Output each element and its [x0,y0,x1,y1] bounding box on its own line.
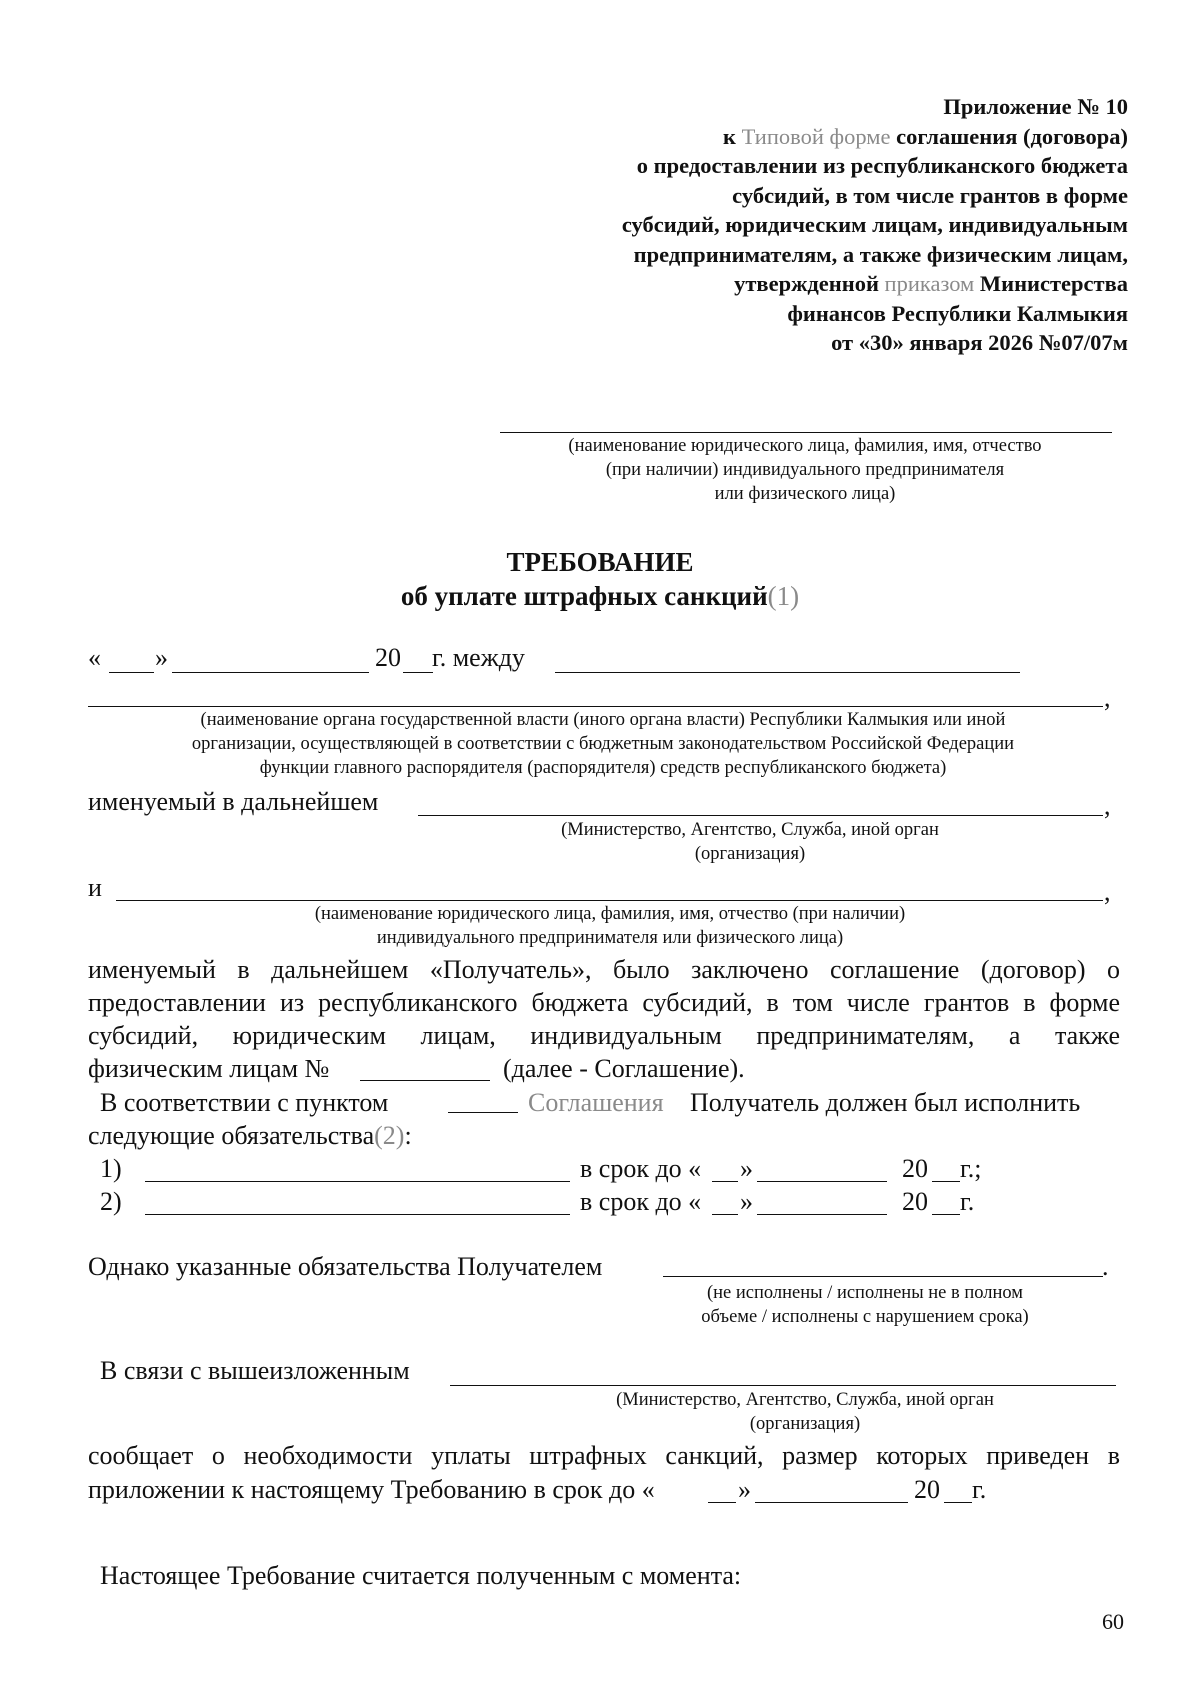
header-line-7-post: Министерства [974,271,1128,296]
named-as-blank[interactable] [418,815,1103,816]
recipient-caption-line-3: или физического лица) [714,484,896,504]
recipient-caption [480,434,1130,506]
obligation-deadline-label: в срок до « [580,1154,702,1183]
and-party-label: и [88,873,102,902]
header-line-1: Приложение № 10 [943,94,1128,119]
obligation-number: 2) [100,1187,122,1216]
body-p2-pre: В соответствии с пунктом [100,1088,389,1117]
header-block [622,92,1128,358]
however-status-blank[interactable] [663,1276,1103,1277]
notice-year-prefix: 20 [914,1475,940,1504]
obligation-month-blank[interactable] [757,1214,887,1215]
notice-suffix: г. [972,1475,987,1504]
date-year-prefix: 20 [375,643,401,672]
body-p2-colon: : [404,1121,412,1150]
order-link[interactable]: приказом [884,271,975,296]
and-party-comma: , [1104,877,1111,906]
date-month-blank[interactable] [172,672,369,673]
obligation-close-quote: » [740,1154,753,1183]
in-connection-caption-line-2: (организация) [749,1414,861,1434]
obligation-year-prefix: 20 [902,1187,928,1216]
header-line-7 [622,269,1128,299]
header-line-3: о предоставлении из республиканского бюджета [636,153,1128,178]
named-as-label: именуемый в дальнейшем [88,787,379,816]
in-connection-caption [500,1388,1110,1436]
body-p1-line-3: субсидий, юридическим лицам, индивидуальным предпринимателям, а также [88,1021,1120,1050]
header-line-2-post: соглашения (договора) [890,123,1128,149]
notice-close-quote: » [738,1475,751,1504]
typical-form-link[interactable]: Типовой форме [741,123,891,149]
authority-name-blank[interactable] [88,706,1103,707]
obligation-suffix: г.; [960,1154,982,1183]
agreement-link[interactable]: Соглашения [528,1088,664,1117]
body-p1-line-1: именуемый в дальнейшем «Получатель», было заключено соглашение (договор) о [88,955,1120,984]
named-as-caption [470,818,1030,866]
obligation-number: 1) [100,1154,122,1183]
obligation-close-quote: » [740,1187,753,1216]
body-p2-post: Получатель должен был исполнить [690,1088,1081,1117]
date-day-blank[interactable] [109,672,154,673]
footnote-ref-1[interactable]: (1) [767,581,800,611]
and-party-caption-line-1: (наименование юридического лица, фамилия, имя, отчество (при наличии) [314,904,906,924]
date-open-quote: « [88,643,101,672]
authority-caption [88,708,1118,780]
date-year-blank[interactable] [403,672,433,673]
recipient-caption-line-1: (наименование юридического лица, фамилия, имя, отчество [568,436,1042,456]
authority-caption-line-3: функции главного распорядителя (распорядителя) средств республиканского бюджета) [259,758,947,778]
named-as-caption-line-2: (организация) [694,844,806,864]
however-label: Однако указанные обязательства Получателем [88,1252,603,1281]
between-party-blank[interactable] [555,672,1020,673]
header-line-4: субсидий, в том числе грантов в форме [732,182,1128,208]
however-caption-line-2: объеме / исполнены с нарушением срока) [701,1307,1029,1327]
final-text: Настоящее Требование считается полученным с момента: [100,1561,742,1590]
notice-month-blank[interactable] [755,1502,908,1503]
footnote-ref-2[interactable]: (2) [374,1121,405,1150]
body-p1-line-4-pre: физическим лицам № [88,1054,330,1083]
however-caption-line-1: (не исполнены / исполнены не в полном [706,1283,1024,1303]
header-line-2-pre: к [723,123,742,149]
header-line-6: предпринимателям, а также физическим лицам, [633,241,1128,267]
and-party-blank[interactable] [116,900,1103,901]
date-close-quote: » [155,643,168,672]
agreement-number-blank[interactable] [360,1080,490,1081]
body-p2-line-2-text: следующие обязательства [88,1121,375,1150]
obligation-text-blank[interactable] [145,1181,570,1182]
header-line-9: от «30» января 2026 №07/07м [831,330,1128,355]
authority-caption-line-2: организации, осуществляющей в соответствии с бюджетным законодательством Российской Федерации [191,734,1015,754]
recipient-name-blank[interactable] [500,432,1112,433]
header-line-8: финансов Республики Калмыкия [787,300,1128,326]
document-subtitle [0,580,1200,612]
obligation-year-prefix: 20 [902,1154,928,1183]
in-connection-label: В связи с вышеизложенным [100,1356,410,1385]
obligation-text-blank[interactable] [145,1214,570,1215]
document-title: ТРЕБОВАНИЕ [506,547,694,577]
obligation-suffix: г. [960,1187,975,1216]
obligation-day-blank[interactable] [712,1214,738,1215]
header-line-7-pre: утвержденной [734,271,885,296]
obligation-deadline-label: в срок до « [580,1187,702,1216]
however-caption [640,1281,1090,1329]
in-connection-caption-line-1: (Министерство, Агентство, Служба, иной орган [616,1390,994,1410]
authority-caption-line-1: (наименование органа государственной власти (иного органа власти) Республики Калмыкия или иной [200,710,1006,730]
body-p2-line-2 [88,1120,412,1152]
obligation-year-blank[interactable] [932,1214,960,1215]
page-number: 60 [1102,1609,1124,1634]
and-party-caption-line-2: индивидуального предпринимателя или физического лица) [376,928,844,948]
clause-number-blank[interactable] [448,1112,518,1113]
named-as-caption-line-1: (Министерство, Агентство, Служба, иной орган [561,820,939,840]
body-p1-line-2: предоставлении из республиканского бюджета субсидий, в том числе грантов в форме [88,988,1120,1017]
and-party-caption [160,902,1060,950]
obligation-month-blank[interactable] [757,1181,887,1182]
notice-line-2-pre: приложении к настоящему Требованию в срок до « [88,1475,655,1504]
obligation-day-blank[interactable] [712,1181,738,1182]
header-line-5: субсидий, юридическим лицам, индивидуальным [621,212,1128,237]
named-as-comma: , [1104,791,1111,820]
in-connection-blank[interactable] [450,1385,1116,1386]
notice-day-blank[interactable] [708,1502,736,1503]
authority-comma: , [1104,683,1111,712]
obligation-year-blank[interactable] [932,1181,960,1182]
body-p1-line-4-post: (далее - Соглашение). [503,1054,745,1083]
however-end: . [1102,1252,1109,1281]
document-subtitle-text: об уплате штрафных санкций [400,581,768,611]
notice-line-1: сообщает о необходимости уплаты штрафных санкций, размер которых приведен в [88,1441,1120,1470]
notice-year-blank[interactable] [944,1502,972,1503]
header-line-2 [622,122,1128,152]
date-between-label: г. между [432,643,525,672]
recipient-caption-line-2: (при наличии) индивидуального предпринимателя [605,460,1005,480]
